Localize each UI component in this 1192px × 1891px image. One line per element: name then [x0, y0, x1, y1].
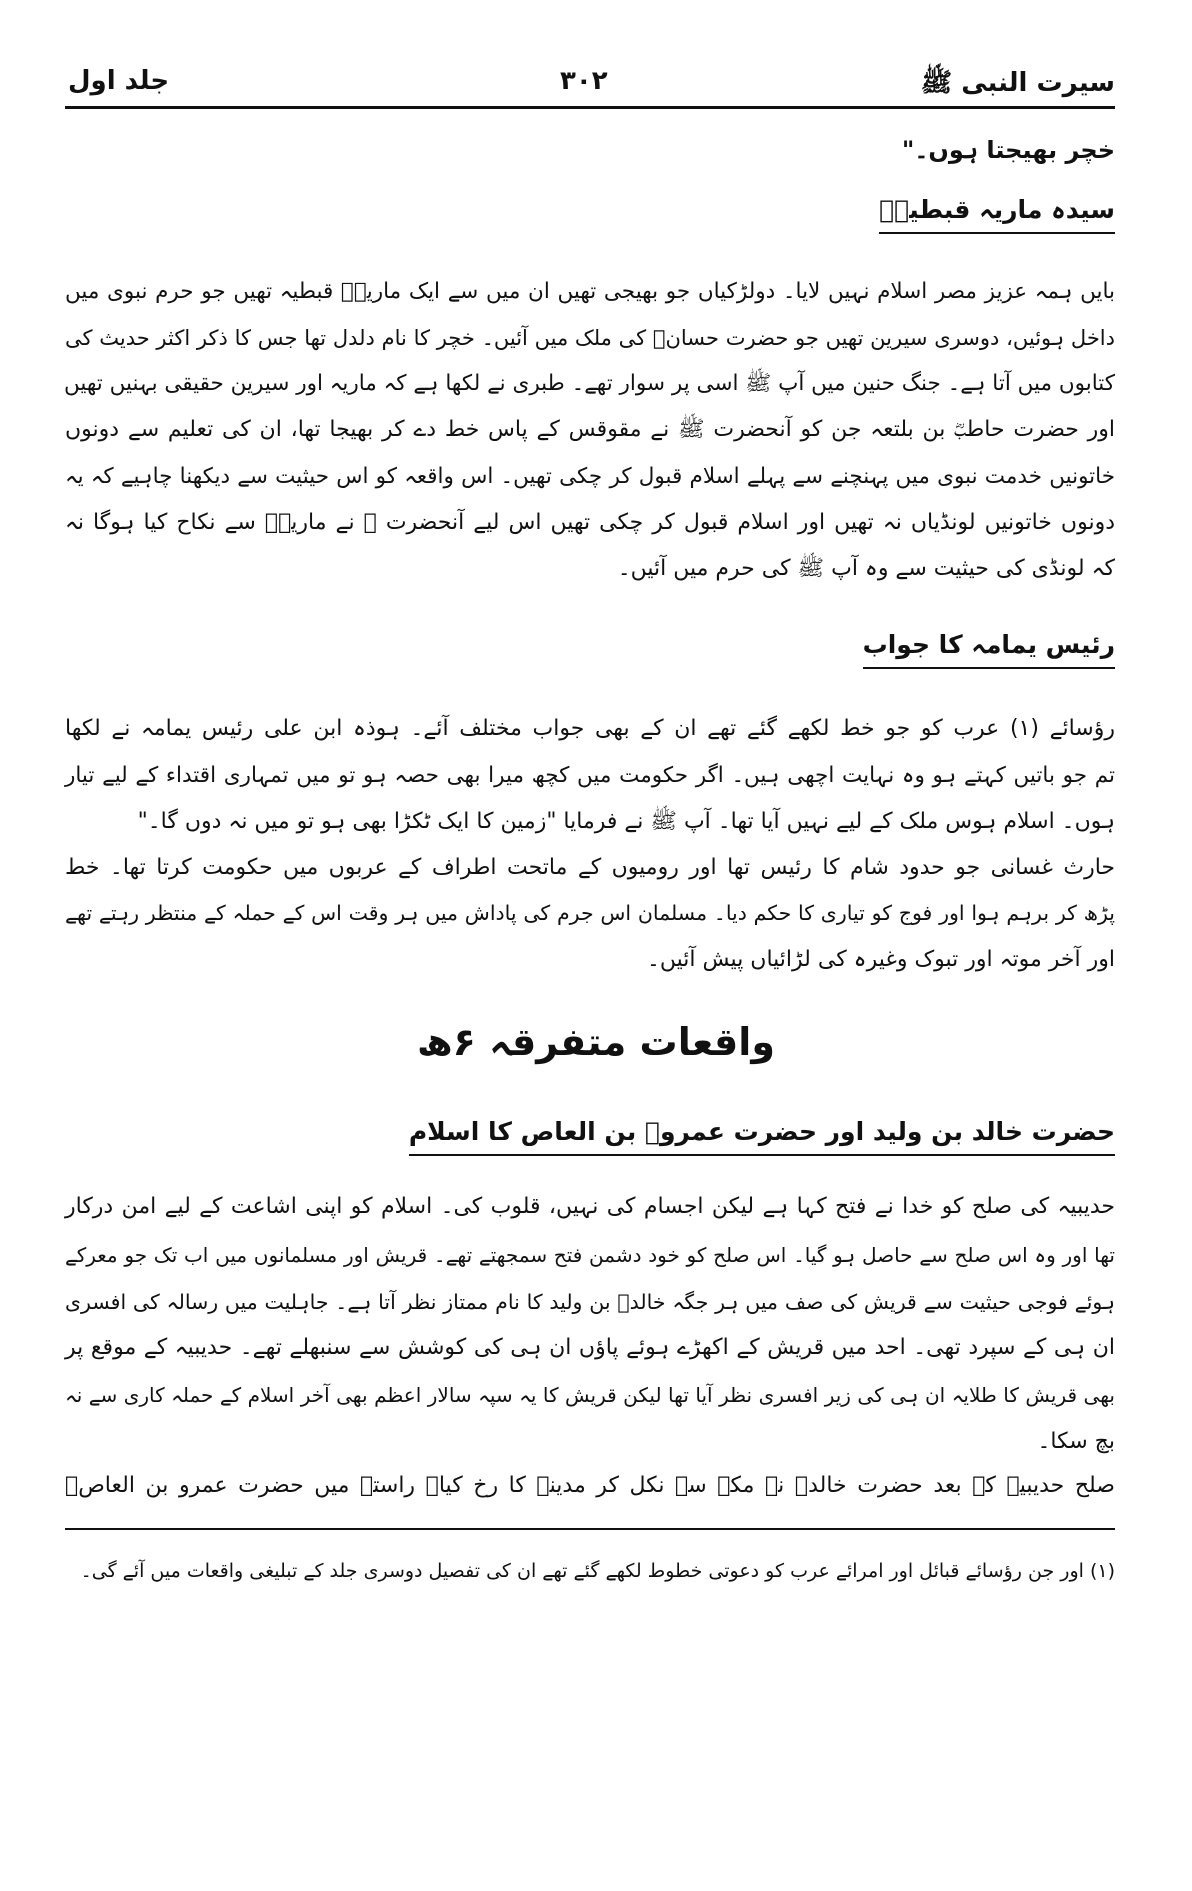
- text-line: بچ سکا۔: [1037, 1429, 1115, 1454]
- text-line: پڑھ کر برہم ہوا اور فوج کو تیاری کا حکم دیا۔ مسلمان اس جرم کی پاداش میں ہر وقت اس کے حملہ کے منتظر رہتے تھے: [65, 901, 1115, 925]
- section-heading: سیدہ ماریہ قبطیہؓ: [879, 190, 1115, 234]
- footnote-rule: [65, 1528, 1115, 1530]
- section-heading: رئیس یمامہ کا جواب: [863, 625, 1115, 669]
- text-line: حدیبیہ کی صلح کو خدا نے فتح کہا ہے لیکن اجسام کی نہیں، قلوب کی۔ اسلام کو اپنی اشاعت کے لیے امن درکار: [65, 1194, 1115, 1219]
- text-line: کہ لونڈی کی حیثیت سے وہ آپ ﷺ کی حرم میں آئیں۔: [617, 556, 1115, 581]
- text-line: اور آخر موتہ اور تبوک وغیرہ کی لڑائیاں پیش آئیں۔: [647, 947, 1115, 972]
- text-line: خاتونیں خدمت نبوی میں پہنچنے سے پہلے اسلام قبول کر چکی تھیں۔ اس واقعہ کو اس حیثیت سے دیکھنا چاہیے کہ یہ: [65, 464, 1115, 489]
- volume-label: جلد اول: [68, 66, 170, 96]
- text-line: صلح حدیبیہ کے بعد حضرت خالدؓ نے مکہ سے نکل کر مدینہ کا رخ کیا۔ راستہ میں حضرت عمرو بن العاصؓ: [65, 1473, 1115, 1498]
- text-line: ان ہی کے سپرد تھی۔ احد میں قریش کے اکھڑے ہوئے پاؤں ان ہی کی کوشش سے سنبھلے تھے۔ حدیبیہ کے موقع پر: [65, 1335, 1115, 1360]
- text-line: کتابوں میں آتا ہے۔ جنگ حنین میں آپ ﷺ اسی پر سوار تھے۔ طبری نے لکھا ہے کہ ماریہ اور سیرین حقیقی بہنیں تھیں: [64, 371, 1115, 396]
- opening-line: خچر بھیجتا ہوں۔": [901, 136, 1115, 164]
- text-line: اور حضرت حاطبؓ بن بلتعہ جن کو آنحضرت ﷺ نے مقوقس کے پاس خط دے کر بھیجا تھا، ان کی تعلیم سے دونوں: [65, 417, 1115, 442]
- page-number: ۳۰۲: [560, 66, 608, 96]
- text-line: رؤسائے (۱) عرب کو جو خط لکھے گئے تھے ان کے بھی جواب مختلف آئے۔ ہوذہ ابن علی رئیس یمامہ نے لکھا: [65, 716, 1115, 741]
- section-heading: حضرت خالد بن ولید اور حضرت عمروؓ بن العاص کا اسلام: [409, 1112, 1115, 1156]
- text-line: تھا اور وہ اس صلح سے حاصل ہو گیا۔ اس صلح کو خود دشمن فتح سمجھتے تھے۔ قریش اور مسلمانوں میں اب تک جو معرکے: [65, 1243, 1115, 1267]
- text-line: بھی قریش کا طلایہ ان ہی کی زیر افسری نظر آیا تھا لیکن قریش کا یہ سپہ سالار اعظم بھی آخر اسلام کے حملہ کاری سے نہ: [65, 1383, 1115, 1407]
- running-title: سیرت النبی ﷺ: [920, 68, 1115, 98]
- chapter-title: واقعات متفرقہ ۶ھ: [417, 1020, 775, 1064]
- text-line: تم جو باتیں کہتے ہو وہ نہایت اچھی ہیں۔ اگر حکومت میں کچھ میرا بھی حصہ ہو تو میں تمہاری اقتداء کے لیے تیار: [65, 763, 1115, 788]
- text-line: حارث غسانی جو حدود شام کا رئیس تھا اور رومیوں کے ماتحت اطراف کے عربوں میں حکومت کرتا تھا۔ خط: [65, 855, 1115, 880]
- text-line: داخل ہوئیں، دوسری سیرین تھیں جو حضرت حسانؓ کی ملک میں آئیں۔ خچر کا نام دلدل تھا جس کا ذکر اکثر حدیث کی: [65, 326, 1115, 350]
- text-line: ہوں۔ اسلام ہوس ملک کے لیے نہیں آیا تھا۔ آپ ﷺ نے فرمایا "زمین کا ایک ٹکڑا بھی ہو تو میں نہ دوں گا۔": [137, 809, 1115, 834]
- footnote: (۱) اور جن رؤسائے قبائل اور امرائے عرب کو دعوتی خطوط لکھے گئے تھے ان کی تفصیل دوسری جلد کے تبلیغی واقعات میں آئے گی۔: [80, 1560, 1115, 1582]
- text-line: ہوئے فوجی حیثیت سے قریش کی صف میں ہر جگہ خالدؓ بن ولید کا نام ممتاز نظر آتا ہے۔ جاہلیت میں رسالہ کی افسری: [65, 1290, 1115, 1314]
- text-line: بایں ہمہ عزیز مصر اسلام نہیں لایا۔ دولڑکیاں جو بھیجی تھیں ان میں سے ایک ماریہؓ قبطیہ تھیں جو حرم نبوی میں: [65, 279, 1115, 304]
- header-rule: [65, 106, 1115, 109]
- text-line: دونوں خاتونیں لونڈیاں نہ تھیں اور اسلام قبول کر چکی تھیں اس لیے آنحضرت ﷺ نے ماریہؓ سے نکاح کیا ہوگا نہ: [65, 510, 1115, 535]
